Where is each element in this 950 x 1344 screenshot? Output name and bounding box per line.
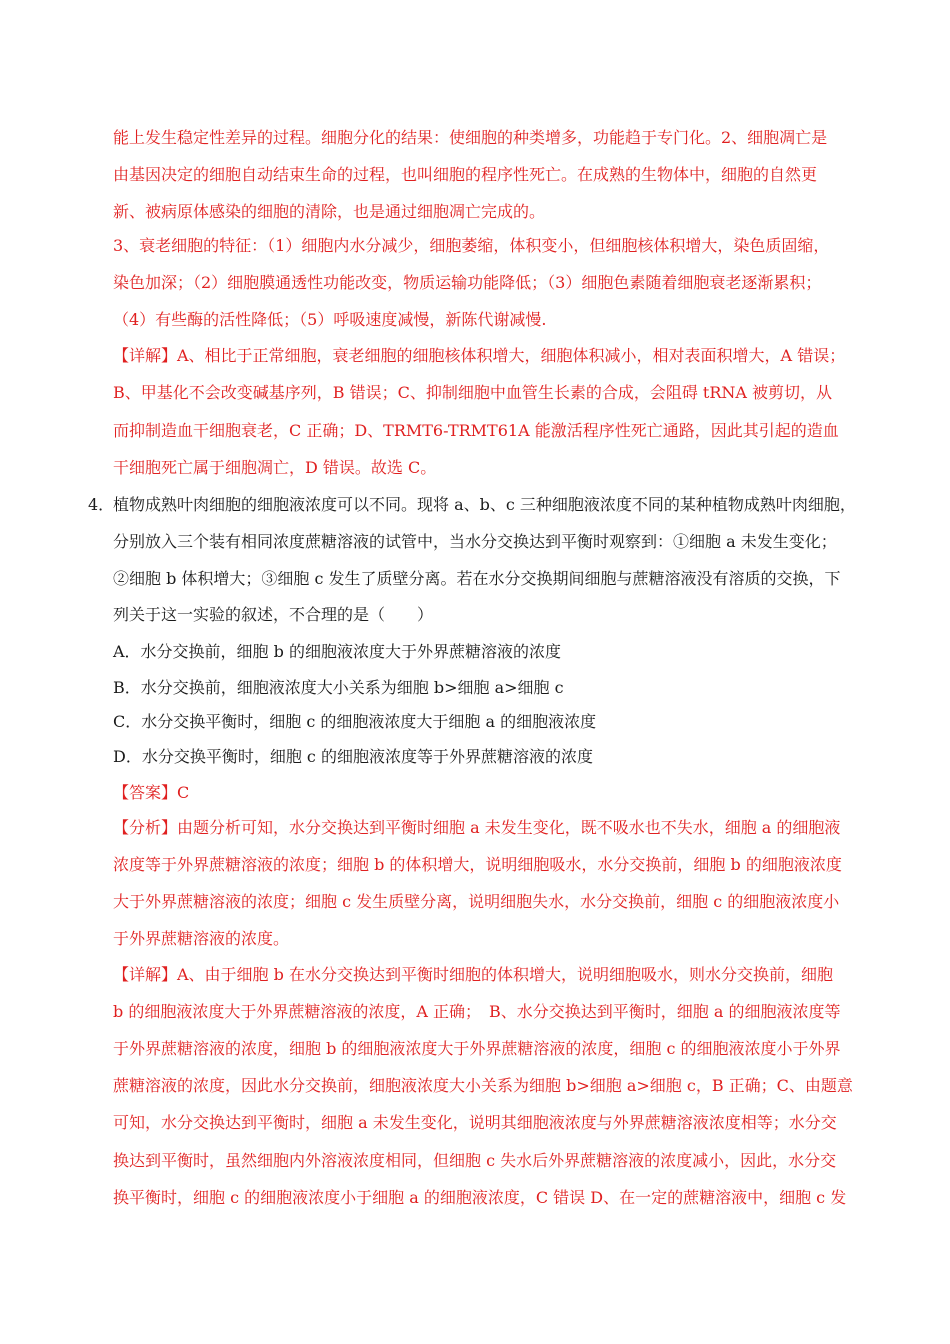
analysis-line: 大于外界蔗糖溶液的浓度；细胞 c 发生质壁分离，说明细胞失水，水分交换前，细胞 c 的细胞液浓度小 xyxy=(113,892,840,911)
detail-line: 【详解】A、相比于正常细胞，衰老细胞的细胞核体积增大，细胞体积减小，相对表面积增大，A 错误； xyxy=(113,346,846,365)
detail-line: 蔗糖溶液的浓度，因此水分交换前，细胞液浓度大小关系为细胞 b>细胞 a>细胞 c，B 正确；C、由题意 xyxy=(113,1076,853,1095)
detail-line: 换平衡时，细胞 c 的细胞液浓度小于细胞 a 的细胞液浓度，C 错误 D、在一定的蔗糖溶液中，细胞 c 发 xyxy=(113,1188,847,1207)
detail-line: 【详解】A、由于细胞 b 在水分交换达到平衡时细胞的体积增大，说明细胞吸水，则水分交换前，细胞 xyxy=(113,965,833,984)
analysis-line: 能上发生稳定性差异的过程。细胞分化的结果：使细胞的种类增多，功能趋于专门化。2、细胞凋亡是 xyxy=(113,128,828,147)
analysis-line: 由基因决定的细胞自动结束生命的过程，也叫细胞的程序性死亡。在成熟的生物体中，细胞的自然更 xyxy=(113,165,818,184)
detail-line: B、甲基化不会改变碱基序列，B 错误；C、抑制细胞中血管生长素的合成，会阻碍 tRNA 被剪切，从 xyxy=(113,383,833,402)
analysis-line: 新、被病原体感染的细胞的清除，也是通过细胞凋亡完成的。 xyxy=(113,202,546,221)
option-a: A．水分交换前，细胞 b 的细胞液浓度大于外界蔗糖溶液的浓度 xyxy=(113,642,561,661)
option-c: C．水分交换平衡时，细胞 c 的细胞液浓度大于细胞 a 的细胞液浓度 xyxy=(113,712,597,731)
question-stem-line: 分别放入三个装有相同浓度蔗糖溶液的试管中，当水分交换达到平衡时观察到：①细胞 a 未发生变化； xyxy=(113,532,837,551)
detail-line: b 的细胞液浓度大于外界蔗糖溶液的浓度，A 正确； B、水分交换达到平衡时，细胞 a 的细胞液浓度等 xyxy=(113,1002,841,1021)
analysis-line: 于外界蔗糖溶液的浓度。 xyxy=(113,929,290,948)
question-stem-line: ②细胞 b 体积增大；③细胞 c 发生了质壁分离。若在水分交换期间细胞与蔗糖溶液没有溶质的交换，下 xyxy=(113,569,841,588)
detail-line: 而抑制造血干细胞衰老，C 正确；D、TRMT6-TRMT61A 能激活程序性死亡通路，因此其引起的造血 xyxy=(113,421,839,440)
option-b: B．水分交换前，细胞液浓度大小关系为细胞 b>细胞 a>细胞 c xyxy=(113,678,564,697)
option-d: D．水分交换平衡时，细胞 c 的细胞液浓度等于外界蔗糖溶液的浓度 xyxy=(113,747,593,766)
detail-line: 换达到平衡时，虽然细胞内外溶液浓度相同，但细胞 c 失水后外界蔗糖溶液的浓度减小，因此，水分交 xyxy=(113,1151,837,1170)
analysis-line: （4）有些酶的活性降低；（5）呼吸速度减慢，新陈代谢减慢. xyxy=(113,310,547,329)
question-number: 4． xyxy=(88,495,115,514)
analysis-line: 浓度等于外界蔗糖溶液的浓度；细胞 b 的体积增大，说明细胞吸水，水分交换前，细胞 b 的细胞液浓度 xyxy=(113,855,842,874)
analysis-line: 【分析】由题分析可知，水分交换达到平衡时细胞 a 未发生变化，既不吸水也不失水，细胞 a 的细胞液 xyxy=(113,818,841,837)
answer-line: 【答案】C xyxy=(113,783,190,802)
detail-line: 可知，水分交换达到平衡时，细胞 a 未发生变化，说明其细胞液浓度与外界蔗糖溶液浓度相等；水分交 xyxy=(113,1113,837,1132)
analysis-line: 染色加深；（2）细胞膜通透性功能改变，物质运输功能降低；（3）细胞色素随着细胞衰老逐渐累积； xyxy=(113,273,822,292)
question-stem-line: 列关于这一实验的叙述，不合理的是（ ） xyxy=(113,605,434,624)
question-stem-line: 植物成熟叶肉细胞的细胞液浓度可以不同。现将 a、b、c 三种细胞液浓度不同的某种植物成熟叶肉细胞， xyxy=(113,495,856,514)
detail-line: 于外界蔗糖溶液的浓度，细胞 b 的细胞液浓度大于外界蔗糖溶液的浓度，细胞 c 的细胞液浓度小于外界 xyxy=(113,1039,841,1058)
analysis-line: 3、衰老细胞的特征：（1）细胞内水分减少，细胞萎缩，体积变小，但细胞核体积增大，染色质固缩， xyxy=(113,236,830,255)
detail-line: 干细胞死亡属于细胞凋亡，D 错误。故选 C。 xyxy=(113,458,437,477)
